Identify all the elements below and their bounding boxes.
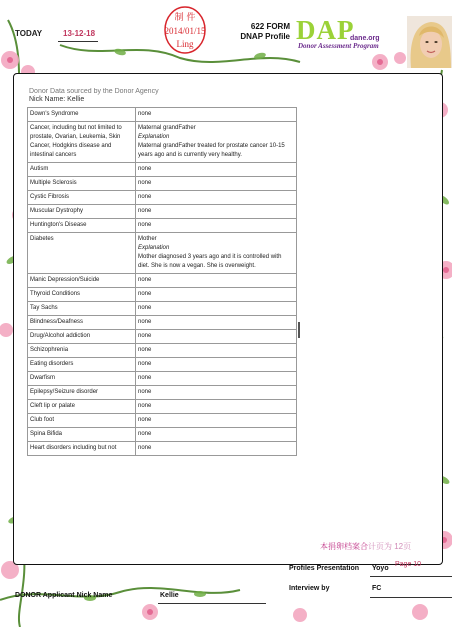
history-value: none — [138, 208, 152, 214]
chinese-page-count-rest: 计页为 12页 — [368, 542, 412, 551]
medical-history-rows — [28, 108, 297, 456]
condition-cell: Tay Sachs — [28, 302, 136, 316]
family-history-cell — [136, 442, 297, 456]
history-value: Maternal grandFather — [138, 125, 196, 131]
family-history-cell — [136, 386, 297, 400]
history-value: none — [138, 319, 152, 325]
history-value: none — [138, 417, 152, 423]
history-value: none — [138, 333, 152, 339]
history-value: none — [138, 277, 152, 283]
history-value: none — [138, 403, 152, 409]
table-row — [28, 428, 297, 442]
condition-cell: Down's Syndrome — [28, 108, 136, 122]
form-title-line-2: DNAP Profile — [240, 32, 290, 41]
chinese-page-count-main: 本捐卵档案合 — [320, 542, 368, 551]
interview-by-label: Interview by — [289, 585, 330, 592]
red-seal-stamp — [151, 5, 219, 55]
interview-by-value: FC — [372, 585, 382, 592]
today-label: TODAY — [15, 29, 43, 38]
stamp-line-3: Ling — [176, 39, 194, 49]
history-value: none — [138, 375, 152, 381]
condition-cell: Dwarfism — [28, 372, 136, 386]
family-history-cell — [136, 122, 297, 163]
chinese-page-count — [320, 541, 411, 552]
table-row — [28, 163, 297, 177]
condition-cell: Heart disorders including but not — [28, 442, 136, 456]
explanation-label: Explanation — [138, 245, 170, 251]
condition-cell: Huntington's Disease — [28, 219, 136, 233]
today-underline — [58, 41, 98, 42]
family-history-cell — [136, 400, 297, 414]
profiles-presentation-value: Yoyo — [372, 565, 389, 572]
nick-name-label: Nick Name: — [29, 96, 66, 103]
table-row — [28, 372, 297, 386]
stamp-line-1: 制 件 — [174, 13, 196, 23]
history-value: Mother — [138, 236, 157, 242]
condition-cell: Diabetes — [28, 233, 136, 274]
table-row — [28, 108, 297, 122]
condition-cell: Cleft lip or palate — [28, 400, 136, 414]
table-row — [28, 358, 297, 372]
condition-cell: Club foot — [28, 414, 136, 428]
nick-name-value: Kellie — [67, 96, 85, 103]
history-value: none — [138, 291, 152, 297]
table-row — [28, 414, 297, 428]
table-row — [28, 191, 297, 205]
family-history-cell — [136, 219, 297, 233]
condition-cell: Drug/Alcohol addiction — [28, 330, 136, 344]
condition-cell: Cystic Fibrosis — [28, 191, 136, 205]
history-value: none — [138, 111, 152, 117]
history-value: none — [138, 389, 152, 395]
today-date: 13-12-18 — [63, 29, 96, 38]
history-value: none — [138, 361, 152, 367]
explanation-label: Explanation — [138, 134, 170, 140]
stamp-line-2: 2014/01/15 — [164, 26, 206, 36]
family-history-cell — [136, 163, 297, 177]
dap-logo-domain: dane.org — [350, 35, 380, 42]
table-row — [28, 316, 297, 330]
history-value: none — [138, 180, 152, 186]
condition-cell: Muscular Dystrophy — [28, 205, 136, 219]
family-history-cell — [136, 191, 297, 205]
condition-cell: Autism — [28, 163, 136, 177]
table-row — [28, 122, 297, 163]
condition-cell: Manic Depression/Suicide — [28, 274, 136, 288]
table-row — [28, 177, 297, 191]
medical-history-table — [27, 107, 297, 456]
history-value: none — [138, 305, 152, 311]
family-history-cell — [136, 372, 297, 386]
scroll-marker[interactable] — [298, 322, 300, 338]
nick-name-line — [29, 96, 299, 104]
dap-logo-tagline: Donor Assessment Program — [298, 42, 379, 50]
interview-underline — [370, 597, 452, 598]
donor-nick-name-label: DONOR Applicant Nick Name — [15, 592, 113, 599]
condition-cell: Multiple Sclerosis — [28, 177, 136, 191]
history-value: none — [138, 431, 152, 437]
history-value: none — [138, 166, 152, 172]
profiles-underline — [370, 576, 452, 577]
donor-data-document — [27, 88, 299, 548]
form-title-line-1: 622 FORM — [250, 22, 290, 31]
condition-cell: Epilepsy/Seizure disorder — [28, 386, 136, 400]
family-history-cell — [136, 344, 297, 358]
family-history-cell — [136, 428, 297, 442]
table-row — [28, 219, 297, 233]
page-number: Page 10 — [395, 561, 422, 568]
history-value: none — [138, 222, 152, 228]
table-row — [28, 344, 297, 358]
family-history-cell — [136, 330, 297, 344]
family-history-cell — [136, 205, 297, 219]
condition-cell: Cancer, including but not limited to prostate, Ovarian, Leukemia, Skin Cancer, Hodgkins disease and intestinal cancers — [28, 122, 136, 163]
explanation-text: Mother diagnosed 3 years ago and it is controlled with diet. She is now a vegan. She is overweight. — [138, 254, 282, 269]
family-history-cell — [136, 302, 297, 316]
table-row — [28, 302, 297, 316]
table-row — [28, 274, 297, 288]
condition-cell: Blindness/Deafness — [28, 316, 136, 330]
document-header — [27, 88, 299, 104]
condition-cell: Thyroid Conditions — [28, 288, 136, 302]
family-history-cell — [136, 274, 297, 288]
family-history-cell — [136, 358, 297, 372]
donor-underline — [158, 603, 266, 604]
table-row — [28, 233, 297, 274]
family-history-cell — [136, 288, 297, 302]
family-history-cell — [136, 108, 297, 122]
family-history-cell — [136, 177, 297, 191]
family-history-cell — [136, 233, 297, 274]
table-row — [28, 386, 297, 400]
donor-nick-name-value: Kellie — [160, 592, 179, 599]
condition-cell: Eating disorders — [28, 358, 136, 372]
table-row — [28, 288, 297, 302]
history-value: none — [138, 347, 152, 353]
condition-cell: Schizophrenia — [28, 344, 136, 358]
table-row — [28, 330, 297, 344]
history-value: none — [138, 445, 152, 451]
condition-cell: Spina Bifida — [28, 428, 136, 442]
family-history-cell — [136, 316, 297, 330]
dap-logo: DAP — [296, 15, 355, 45]
table-row — [28, 205, 297, 219]
table-row — [28, 400, 297, 414]
source-line: Donor Data sourced by the Donor Agency — [29, 88, 159, 95]
profiles-presentation-label: Profiles Presentation — [289, 565, 360, 572]
history-value: none — [138, 194, 152, 200]
explanation-text: Maternal grandFather treated for prostate cancer 10-15 years ago and is currently very healthy. — [138, 143, 285, 158]
table-row — [28, 442, 297, 456]
form-title — [222, 22, 290, 42]
donor-photo — [407, 16, 452, 68]
family-history-cell — [136, 414, 297, 428]
